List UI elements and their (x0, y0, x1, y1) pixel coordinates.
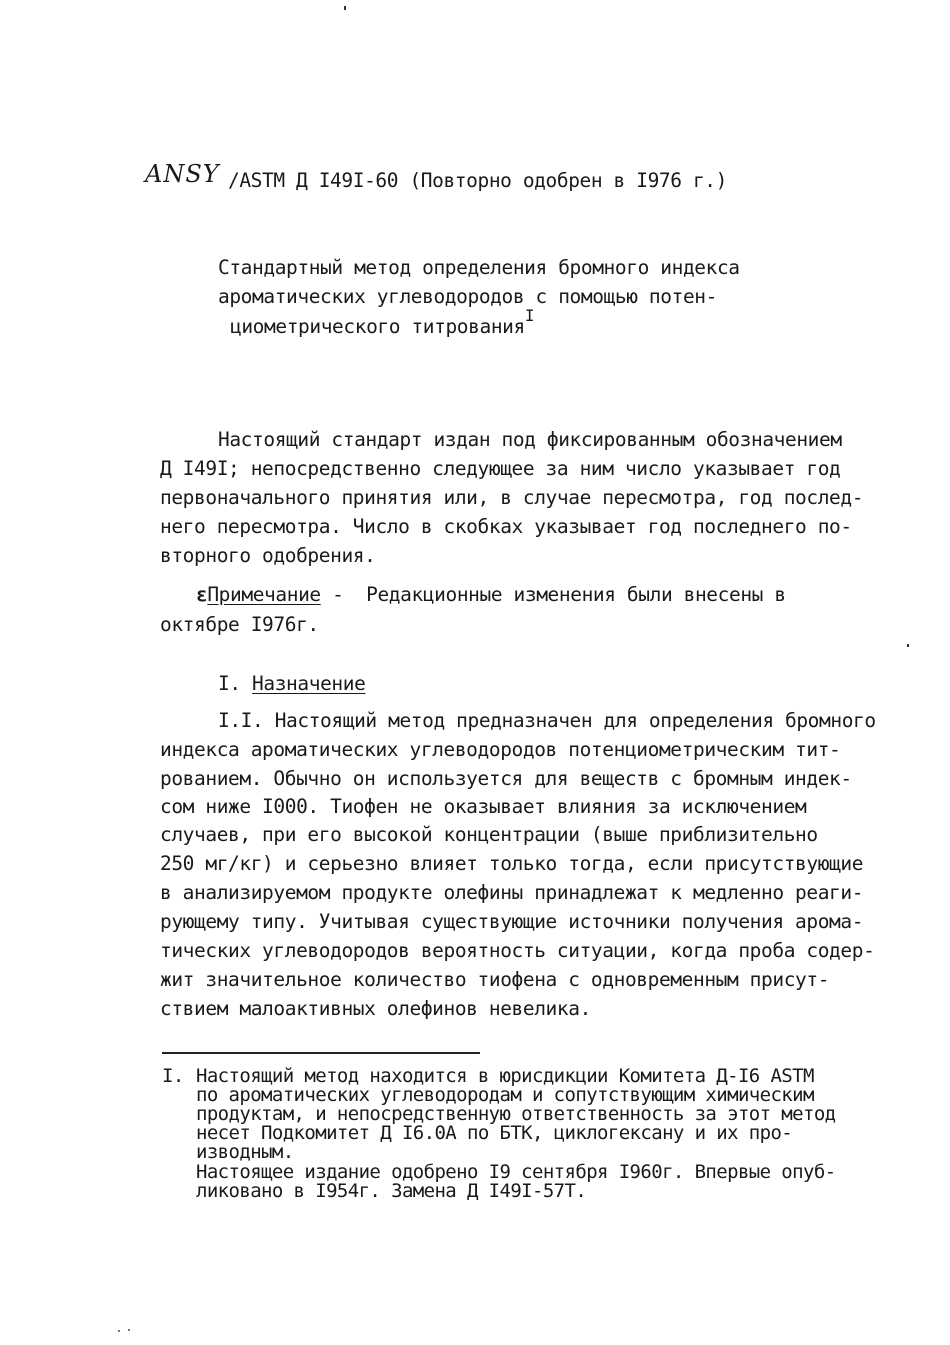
document-designation: /ASTM Д I49I-60 (Повторно одобрен в I976 г.) (228, 169, 727, 192)
paragraph-line: ствием малоактивных олефинов невелика. (160, 997, 591, 1020)
intro-line: Настоящий стандарт издан под фиксированным обозначением (218, 428, 842, 451)
scan-speck (118, 1330, 120, 1332)
footnote-line: продуктам, и непосредственную ответственность за этот метод (196, 1103, 836, 1125)
intro-line: первоначального принятия или, в случае пересмотра, год послед- (160, 486, 864, 509)
title-line-text: циометрического титрования (230, 315, 525, 338)
scan-speck (344, 6, 346, 10)
intro-line: него пересмотра. Число в скобках указывает год последнего по- (160, 515, 852, 538)
editorial-note-continued: октябре I976г. (160, 613, 319, 636)
paragraph-line: в анализируемом продукте олефины принадлежат к медленно реаги- (160, 881, 864, 904)
paragraph-line: 250 мг/кг) и серьезно влияет только тогда, если присутствующие (160, 852, 864, 875)
title-footnote-ref: I (524, 306, 535, 325)
footnote-separator (162, 1052, 480, 1054)
footnote-line: по ароматических углеводородам и сопутствующим химическим (196, 1084, 814, 1106)
paragraph-line: случаев, при его высокой концентрации (выше приблизительно (160, 823, 818, 846)
footnote-line: Настоящий метод находится в юрисдикции Комитета Д-I6 ASTM (196, 1065, 814, 1087)
footnote-line: изводным. (196, 1141, 294, 1163)
handwritten-ansi-mark: ANSY (145, 160, 220, 188)
paragraph-line: тических углеводородов вероятность ситуации, когда проба содер- (160, 939, 875, 962)
scan-speck (128, 1329, 130, 1331)
editorial-note (196, 580, 786, 609)
note-text: - Редакционные изменения были внесены в (320, 583, 786, 606)
paragraph-line: рованием. Обычно он используется для веществ с бромным индек- (160, 767, 852, 790)
note-label: Примечание (207, 583, 321, 606)
footnote-line: Настоящее издание одобрено I9 сентября I960г. Впервые опуб- (196, 1161, 836, 1183)
paragraph-line: жит значительное количество тиофена с одновременным присут- (160, 968, 830, 991)
footnote-line: несет Подкомитет Д I6.0А по БТК, циклогексану и их про- (196, 1122, 793, 1144)
intro-line: Д I49I; непосредственно следующее за ним число указывает год (160, 457, 841, 480)
paragraph-line: сом ниже I000. Тиофен не оказывает влияния за исключением (160, 795, 807, 818)
title-line: ароматических углеводородов с помощью потен- (218, 285, 717, 308)
footnote-number: I. (162, 1065, 184, 1087)
intro-line: вторного одобрения. (160, 544, 376, 567)
section-title: Назначение (252, 672, 366, 695)
paragraph-line: индекса ароматических углеводородов потенциометрическим тит- (160, 738, 841, 761)
footnote-line: ликовано в I954г. Замена Д I49I-57Т. (196, 1180, 587, 1202)
epsilon-mark: ε (196, 583, 208, 606)
scan-speck (907, 644, 909, 647)
section-heading (218, 669, 365, 698)
paragraph-line: рующему типу. Учитывая существующие источники получения арома- (160, 910, 864, 933)
paragraph-line: I.I. Настоящий метод предназначен для определения бромного (218, 709, 876, 732)
title-line (230, 306, 535, 342)
section-number: I. (218, 672, 253, 695)
title-line: Стандартный метод определения бромного индекса (218, 256, 740, 279)
